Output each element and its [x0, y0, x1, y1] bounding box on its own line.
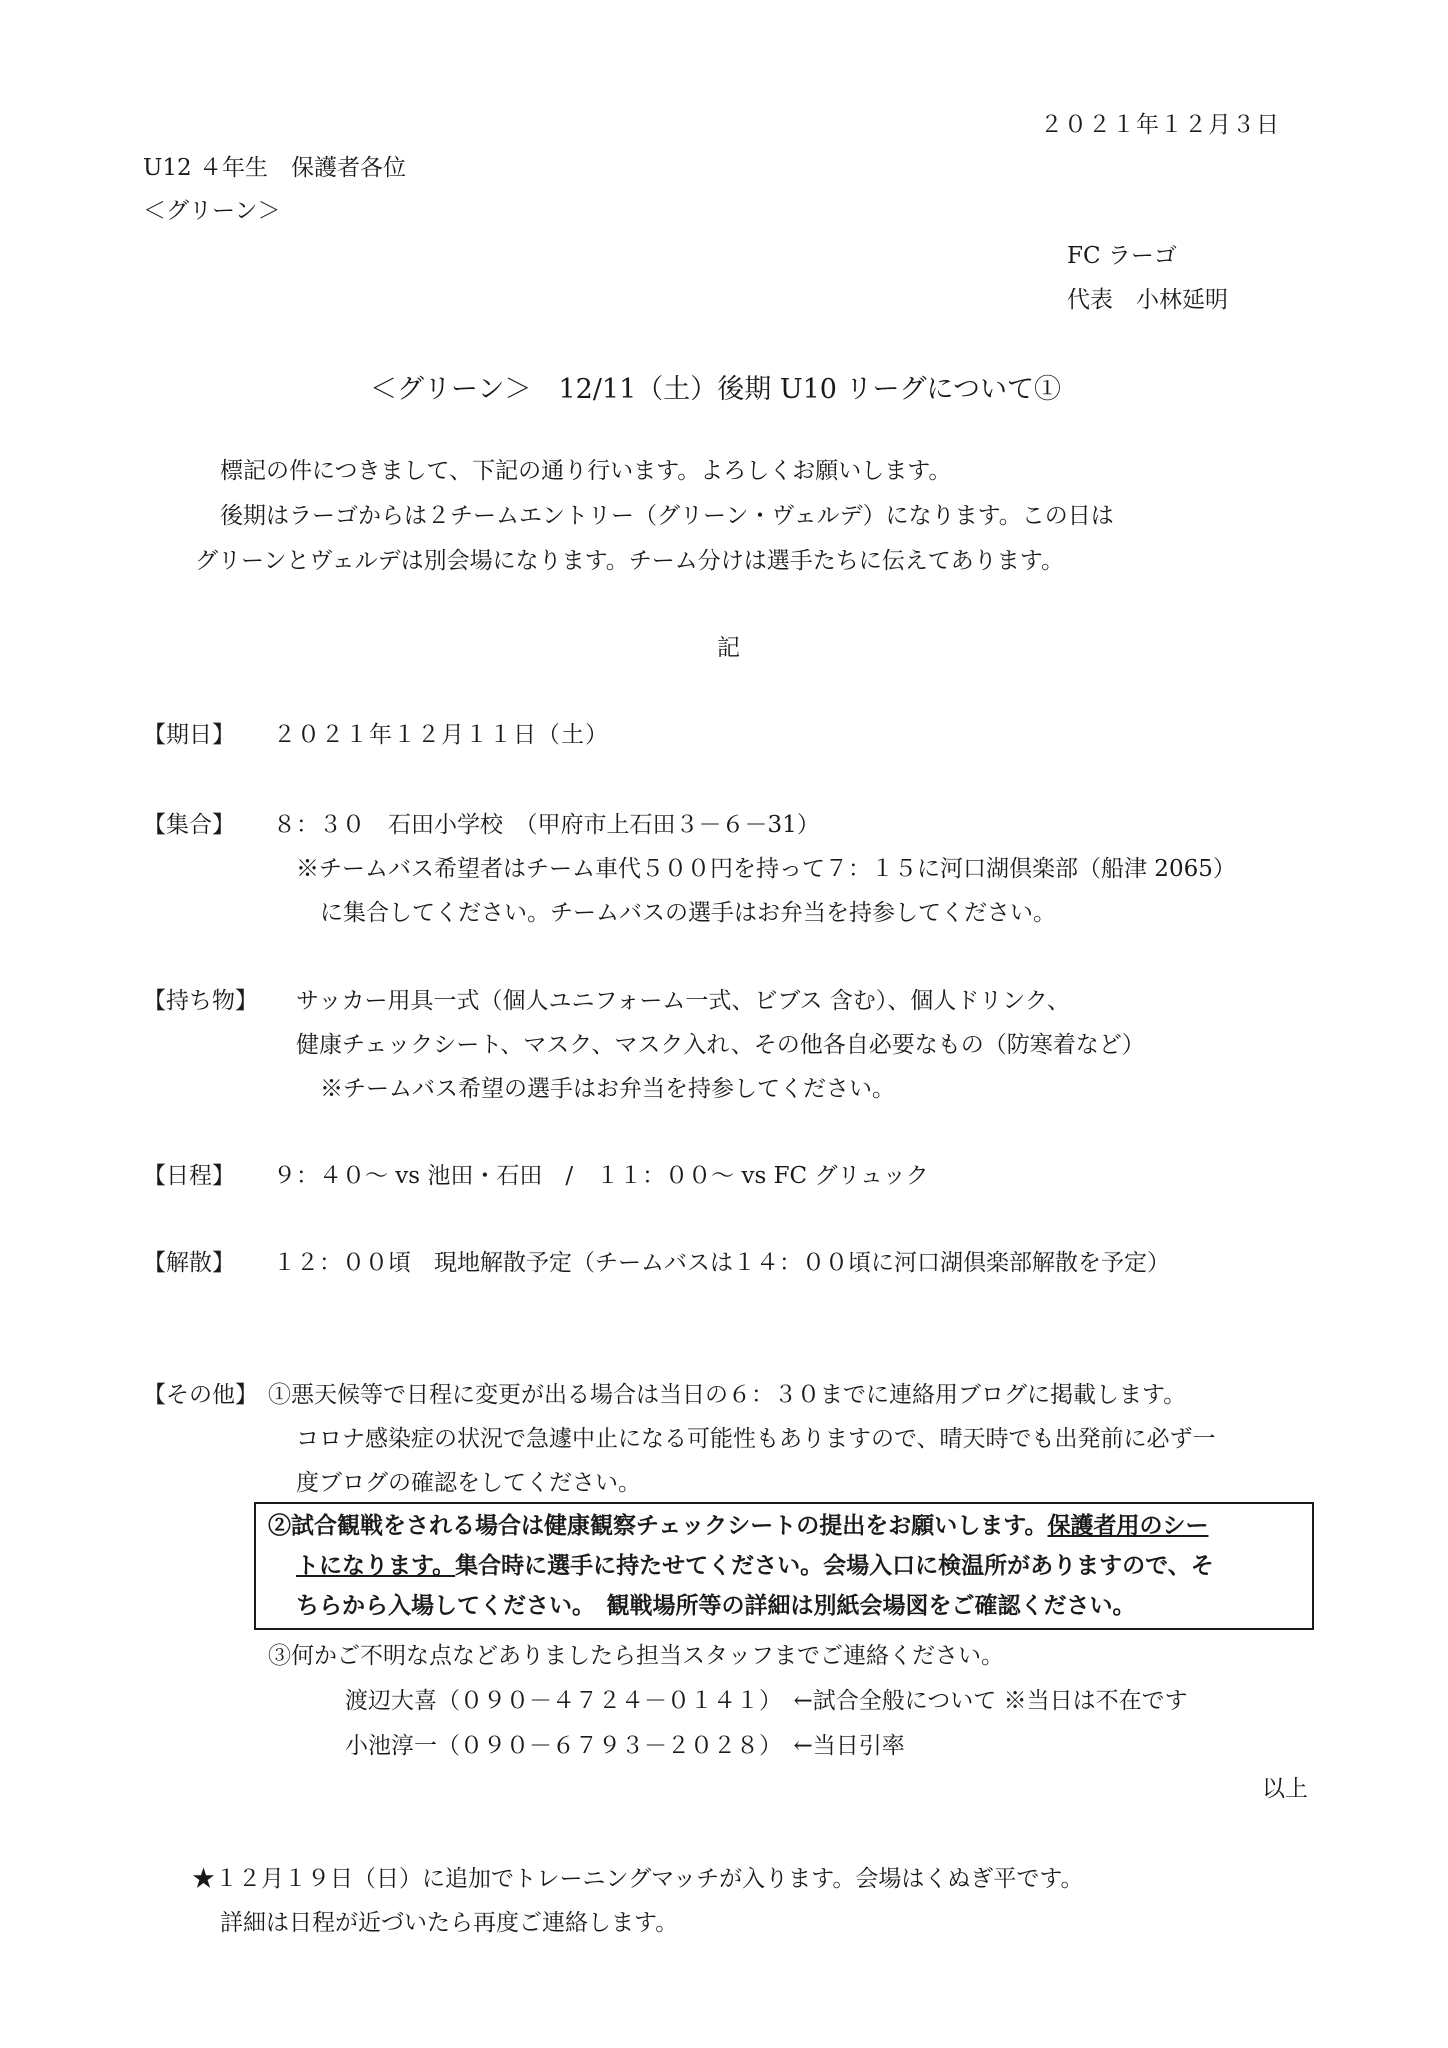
notice-line-1-text: ②試合観戦をされる場合は健康観察チェックシートの提出をお願いします。 — [268, 1512, 1048, 1539]
intro-line-1: 標記の件につきまして、下記の通り行います。よろしくお願いします。 — [220, 458, 952, 484]
other-label: 【その他】 — [143, 1382, 258, 1408]
other-item-1-line-2: コロナ感染症の状況で急遽中止になる可能性もありますので、晴天時でも出発前に必ず一 — [296, 1426, 1216, 1452]
recipient-line: U12 ４年生 保護者各位 — [143, 155, 406, 181]
other-item-1-line-3: 度ブログの確認をしてください。 — [296, 1470, 641, 1496]
ki-heading: 記 — [717, 635, 740, 661]
items-label: 【持ち物】 — [143, 988, 258, 1014]
notice-line-1-underlined: 保護者用のシー — [1047, 1512, 1209, 1539]
footer-line-1: ★１２月１９日（日）に追加でトレーニングマッチが入ります。会場はくぬぎ平です。 — [192, 1866, 1084, 1892]
other-item-1-line-1: ①悪天候等で日程に変更が出る場合は当日の６：３０までに連絡用ブログに掲載します。 — [268, 1382, 1187, 1408]
document-date: ２０２１年１２月３日 — [1040, 112, 1280, 138]
notice-line-1 — [268, 1512, 1208, 1540]
meet-note-2: に集合してください。チームバスの選手はお弁当を持参してください。 — [320, 900, 1056, 926]
dismissal-value: １２：００頃 現地解散予定（チームバスは１４：００頃に河口湖倶楽部解散を予定） — [273, 1250, 1170, 1276]
notice-line-3: ちらから入場してください。 観戦場所等の詳細は別紙会場図をご確認ください。 — [296, 1592, 1136, 1619]
notice-line-2-underlined: トになります。 — [296, 1552, 456, 1579]
items-line-2: 健康チェックシート、マスク、マスク入れ、その他各自必要なもの（防寒着など） — [296, 1032, 1145, 1058]
team-name: ＜グリーン＞ — [143, 198, 281, 224]
intro-line-2: 後期はラーゴからは２チームエントリー（グリーン・ヴェルデ）になります。この日は — [220, 503, 1114, 529]
meet-label: 【集合】 — [143, 812, 235, 838]
date-label: 【期日】 — [143, 722, 235, 748]
representative-name: 代表 小林延明 — [1067, 287, 1228, 313]
schedule-value: ９：４０～ vs 池田・石田 / １１：００～ vs FC グリュック — [273, 1163, 929, 1189]
spectator-notice-box — [254, 1502, 1314, 1630]
schedule-label: 【日程】 — [143, 1163, 235, 1189]
closing-text: 以上 — [1262, 1776, 1308, 1802]
notice-line-2-text: 集合時に選手に持たせてください。会場入口に検温所がありますので、そ — [455, 1552, 1214, 1579]
other-item-3: ③何かご不明な点などありましたら担当スタッフまでご連絡ください。 — [268, 1643, 1004, 1669]
date-value: ２０２１年１２月１１日（土） — [273, 722, 609, 748]
footer-line-2: 詳細は日程が近づいたら再度ご連絡します。 — [220, 1910, 679, 1936]
dismissal-label: 【解散】 — [143, 1250, 235, 1276]
notice-line-2 — [296, 1552, 1214, 1580]
intro-line-3: グリーンとヴェルデは別会場になります。チーム分けは選手たちに伝えてあります。 — [195, 548, 1064, 574]
meet-value: ８：３０ 石田小学校 （甲府市上石田３－６－31） — [273, 812, 820, 838]
contact-2: 小池淳一（０９０－６７９３－２０２８） ←当日引率 — [345, 1733, 905, 1759]
meet-note-1: ※チームバス希望者はチーム車代５００円を持って７：１５に河口湖倶楽部（船津 2065） — [296, 856, 1236, 882]
contact-1: 渡辺大喜（０９０－４７２４－０１４１） ←試合全般について ※当日は不在です — [345, 1688, 1188, 1714]
items-line-1: サッカー用具一式（個人ユニフォーム一式、ビブス 含む）、個人ドリンク、 — [296, 988, 1070, 1014]
items-note: ※チームバス希望の選手はお弁当を持参してください。 — [320, 1076, 895, 1102]
document-title: ＜グリーン＞ 12/11（土）後期 U10 リーグについて① — [370, 374, 1062, 405]
organization-name: FC ラーゴ — [1067, 243, 1177, 269]
